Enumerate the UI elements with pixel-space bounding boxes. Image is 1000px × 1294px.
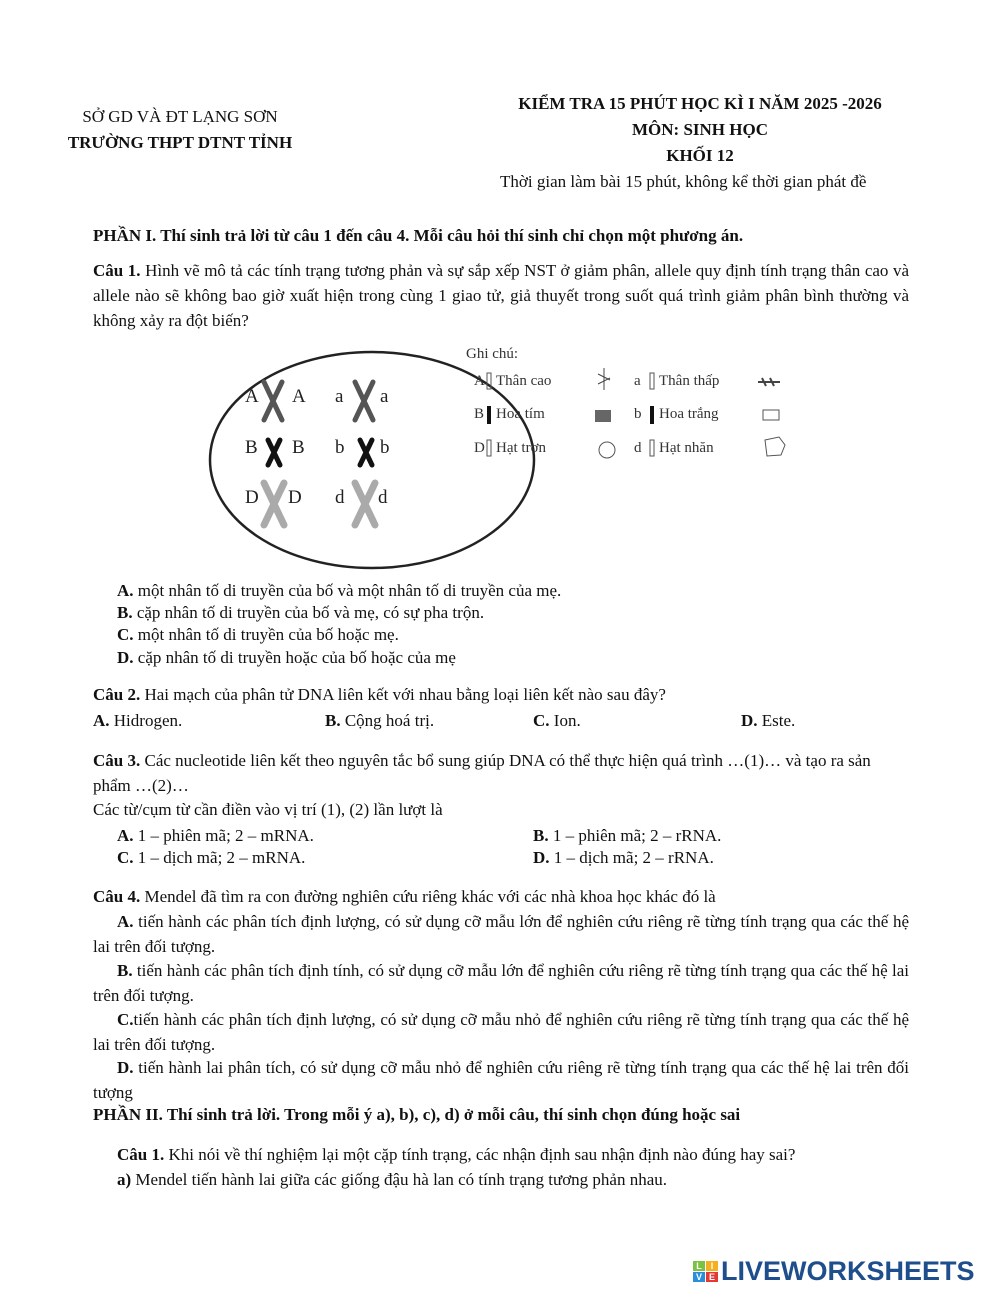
allele-label: D: [245, 487, 259, 508]
part1-title: PHẦN I. Thí sinh trả lời từ câu 1 đến câu 4. Mỗi câu hỏi thí sinh chỉ chọn một phương án.: [93, 226, 744, 245]
q-label: Câu 1.: [93, 261, 141, 280]
q2-option-d[interactable]: D. Este.: [741, 711, 796, 730]
q2-option-a[interactable]: A. Hidrogen.: [93, 711, 183, 730]
white-flower-icon: [763, 410, 779, 420]
question-3-prompt: Các từ/cụm từ cần điền vào vị trí (1), (2) lần lượt là: [93, 800, 443, 819]
q-text: Hình vẽ mô tả các tính trạng tương phản và sự sắp xếp NST ở giảm phân, allele quy định tính trạng thân cao và allele nào sẽ không bao giờ xuất hiện trong cùng 1 giao tử, giả thuyết trong suốt quá trình giảm phân bình thường và không xảy ra đột biến?: [93, 261, 910, 330]
q3-option-b[interactable]: B. 1 – phiên mã; 2 – rRNA.: [533, 826, 722, 845]
q1-option-b[interactable]: B. cặp nhân tố di truyền của bố và mẹ, có sự pha trộn.: [117, 603, 485, 622]
q1-option-d[interactable]: D. cặp nhân tố di truyền hoặc của bố hoặc của mẹ: [117, 648, 456, 667]
q4-option-c[interactable]: C.tiến hành các phân tích định lượng, có sử dụng cỡ mẫu nhỏ để nghiên cứu riêng rẽ từng tính trạng qua các thế hệ lai trên đối tượng.: [93, 1010, 909, 1054]
chromosome-D: [264, 483, 284, 525]
allele-label: d: [378, 487, 388, 508]
allele-label: b: [335, 437, 345, 458]
svg-text:D: D: [474, 440, 485, 456]
legend-title: Ghi chú:: [466, 346, 519, 362]
part2-question-1: Câu 1. Khi nói về thí nghiệm lại một cặp tính trạng, các nhận định sau nhận định nào đúng hay sai?: [117, 1145, 796, 1164]
question-2: Câu 2. Hai mạch của phân tử DNA liên kết với nhau bằng loại liên kết nào sau đây?: [93, 685, 666, 704]
wrinkled-seed-icon: [765, 437, 785, 456]
svg-text:d: d: [634, 440, 642, 456]
tall-plant-icon: [598, 368, 610, 390]
svg-text:B: B: [474, 406, 485, 422]
part2-q1-statement-a[interactable]: a) Mendel tiến hành lai giữa các giống đậu hà lan có tính trạng tương phản nhau.: [117, 1170, 668, 1189]
allele-label: b: [380, 437, 390, 458]
chromosome-A: [264, 382, 282, 420]
chromosome-d: [355, 483, 375, 525]
allele-label: a: [380, 386, 389, 407]
legend-item: Thân cao: [496, 373, 552, 389]
logo-text: LIVEWORKSHEETS: [721, 1256, 975, 1286]
q3-option-a[interactable]: A. 1 – phiên mã; 2 – mRNA.: [117, 826, 314, 845]
smooth-seed-icon: [599, 442, 615, 458]
chromosome-b: [360, 440, 372, 465]
chromosome-B: [268, 440, 280, 465]
chromosome-figure: [200, 340, 800, 575]
legend-item: Hoa tím: [496, 406, 545, 422]
question-1: [93, 258, 909, 333]
purple-flower-icon: [595, 410, 611, 422]
q3-option-c[interactable]: C. 1 – dịch mã; 2 – mRNA.: [117, 848, 306, 867]
allele-label: A: [245, 386, 259, 407]
liveworksheets-logo: [693, 1256, 975, 1287]
q1-option-a[interactable]: A. một nhân tố di truyền của bố và một nhân tố di truyền của mẹ.: [117, 581, 562, 600]
q4-option-d[interactable]: D. tiến hành lai phân tích, có sử dụng cỡ mẫu nhỏ để nghiên cứu riêng rẽ từng tính trạng qua các thế hệ lai trên đối tượng: [93, 1058, 909, 1102]
school-name: TRƯỜNG THPT DTNT TỈNH: [67, 133, 293, 152]
legend-item: Thân thấp: [659, 373, 720, 389]
school-department: SỞ GD VÀ ĐT LẠNG SƠN: [82, 107, 278, 126]
q1-option-c[interactable]: C. một nhân tố di truyền của bố hoặc mẹ.: [117, 625, 399, 644]
question-4: Câu 4. Mendel đã tìm ra con đường nghiên cứu riêng khác với các nhà khoa học khác đó là: [93, 887, 716, 906]
legend-item: Hoa trắng: [659, 406, 719, 422]
allele-label: B: [245, 437, 258, 458]
allele-label: D: [288, 487, 302, 508]
svg-text:A: A: [474, 373, 485, 389]
short-plant-icon: [758, 378, 780, 386]
part2-title: PHẦN II. Thí sinh trả lời. Trong mỗi ý a), b), c), d) ở mỗi câu, thí sinh chọn đúng hoặc sai: [93, 1105, 741, 1124]
logo-blocks-icon: L I V E: [693, 1261, 718, 1282]
time-note: Thời gian làm bài 15 phút, không kể thời gian phát đề: [500, 172, 867, 191]
exam-title: KIỂM TRA 15 PHÚT HỌC KÌ I NĂM 2025 -2026: [518, 94, 882, 113]
q2-option-b[interactable]: B. Cộng hoá trị.: [325, 711, 435, 730]
svg-text:b: b: [634, 406, 642, 422]
q4-option-b[interactable]: B. tiến hành các phân tích định tính, có sử dụng cỡ mẫu lớn để nghiên cứu riêng rẽ từng tính trạng qua các thế hệ lai trên đối tượng.: [93, 961, 909, 1005]
q2-option-c[interactable]: C. Ion.: [533, 711, 581, 730]
allele-label: B: [292, 437, 305, 458]
subject: MÔN: SINH HỌC: [632, 120, 768, 139]
allele-label: A: [292, 386, 306, 407]
question-3: Câu 3. Các nucleotide liên kết theo nguyên tắc bổ sung giúp DNA có thể thực hiện quá trình …(1)… và tạo ra sản phẩm …(2)…: [93, 751, 871, 795]
q3-option-d[interactable]: D. 1 – dịch mã; 2 – rRNA.: [533, 848, 714, 867]
legend-item: Hạt trơn: [496, 440, 547, 456]
q4-option-a[interactable]: A. tiến hành các phân tích định lượng, có sử dụng cỡ mẫu lớn để nghiên cứu riêng rẽ từng tính trạng qua các thế hệ lai trên đối tượng.: [93, 912, 909, 956]
allele-label: a: [335, 386, 344, 407]
grade: KHỐI 12: [666, 146, 734, 165]
legend-item: Hạt nhăn: [659, 440, 714, 456]
svg-text:a: a: [634, 373, 641, 389]
chromosome-a: [355, 382, 373, 420]
allele-label: d: [335, 487, 345, 508]
